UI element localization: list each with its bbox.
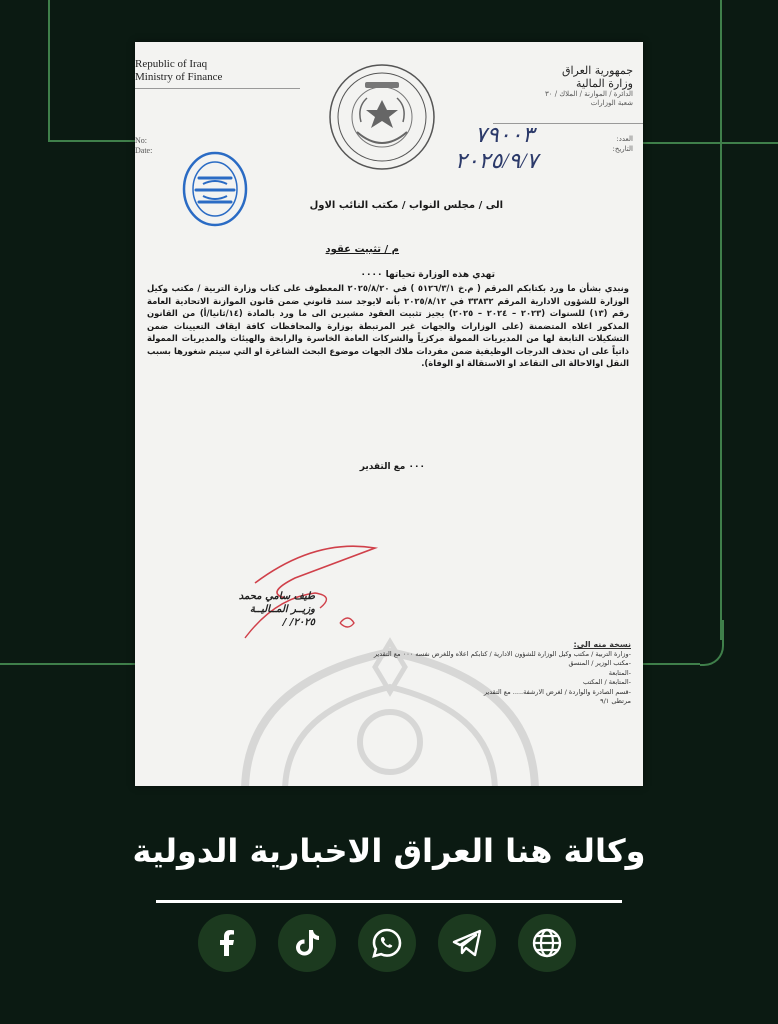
list-item: مرتظى ٩/١: [600, 697, 631, 705]
list-item: -المتابعة: [608, 668, 631, 677]
facebook-icon: [210, 926, 244, 960]
blue-stamp-icon: [181, 150, 249, 228]
header-english: [135, 58, 295, 84]
ref-number-handwritten: ٧٩٠٠٣: [475, 122, 535, 147]
subject: م / تثبيت عقود: [325, 244, 399, 255]
ref-labels-ar: [612, 134, 633, 154]
copy-to-heading: نسخة منه الى:: [573, 640, 631, 649]
telegram-button[interactable]: [438, 914, 496, 972]
copy-to-list: [341, 640, 631, 707]
frame-line: [48, 140, 136, 142]
list-item: -قسم الصادرة والواردة / لغرض الارشفة..... مع التقدير: [483, 687, 631, 696]
ministry-seal-icon: [327, 62, 437, 172]
list-item: -وزارة التربية / مكتب وكيل الوزارة للشؤون الادارية / كتابكم اعلاه وللغرض نفسه ٠٠٠ مع التقدير: [373, 649, 631, 658]
ref-date-label: التاريخ:: [612, 145, 633, 153]
header-ar-line4: شعبة الوزارات: [590, 99, 633, 107]
whatsapp-icon: [370, 926, 404, 960]
header-arabic: [493, 64, 633, 108]
regards: ٠٠٠ مع التقدير: [359, 462, 425, 472]
telegram-icon: [450, 926, 484, 960]
list-item: -مكتب الوزير / المنسق: [568, 659, 631, 667]
header-ar-line1: جمهورية العراق: [561, 64, 633, 77]
divider: [156, 900, 622, 903]
divider: [135, 88, 300, 89]
tiktok-icon: [290, 926, 324, 960]
signer-title: وزيــر المــاليــة: [249, 604, 315, 615]
website-button[interactable]: [518, 914, 576, 972]
no-label: No:: [135, 136, 147, 145]
agency-name: وكالة هنا العراق الاخبارية الدولية: [132, 832, 646, 870]
whatsapp-button[interactable]: [358, 914, 416, 972]
ref-date-handwritten: ٢٠٢٥/٩/٧: [455, 148, 539, 173]
header-ar-line3: الدائرة / الموازنة / الملاك / ٣٠: [545, 90, 633, 98]
official-letter: [135, 42, 643, 786]
signer-date: ٢٠٢٥/ /: [282, 617, 315, 628]
frame-line: [48, 0, 52, 140]
greeting: تهدي هذه الوزارة تحياتها ٠٠٠٠: [360, 270, 495, 280]
frame-corner: [700, 620, 724, 666]
globe-icon: [530, 926, 564, 960]
tiktok-button[interactable]: [278, 914, 336, 972]
frame-line: [720, 0, 722, 640]
header-en-line1: Republic of Iraq: [135, 58, 208, 70]
addressee: الى / مجلس النواب / مكتب النائب الاول: [309, 200, 503, 211]
list-item: -المتابعة / المكتب: [582, 678, 631, 686]
signer-name: طيف سامي محمد: [238, 591, 315, 602]
header-en-ref: [135, 136, 152, 156]
header-en-line2: Ministry of Finance: [135, 71, 223, 83]
date-label: Date:: [135, 146, 153, 155]
facebook-button[interactable]: [198, 914, 256, 972]
ref-label: العدد:: [616, 135, 633, 143]
header-ar-line2: وزارة المالية: [576, 77, 633, 90]
letter-body: ونبدي بشأن ما ورد بكتابكم المرقم ( م.خ ٥١٢٦/٣/١ ) في ٢٠٢٥/٨/٢٠ المعطوف على كتاب وزارة التربية / مكتب وكيل الوزارة للشؤون الادارية المرقم ٣٣٨٣٢ في ٢٠٢٥/٨/١٢ بأنه لايوجد سند قانوني ضمن قانون الموازنة الاتحادية العامة رقم (١٣) للسنوات (٢٠٢٣ – ٢٠٢٤ – ٢٠٢٥) يجيز تثبيت العقود مشيرين الى ما ورد بالمادة (١٤/ثانيا/أ) من القانون المذكور اعلاه المتضمنة (على الوزارات والجهات غير المرتبطة بوزارة والمحافظات كافة ايقاف التعيينات ضمن التشكيلات التابعة لها من المديريات الممولة مركزياً والشركات العامة الخاسرة والرابحة والهيئات والمديريات الممولة ذاتياً على ان تحذف الدرجات الوظيفية ضمن مفردات ملاك الجهات موضوع البحث الشاغرة او التي سيتم شغورها بسبب النقل اوالاحالة الى التقاعد او الاستقالة او الوفاة).: [147, 283, 630, 368]
frame-line: [640, 142, 778, 144]
